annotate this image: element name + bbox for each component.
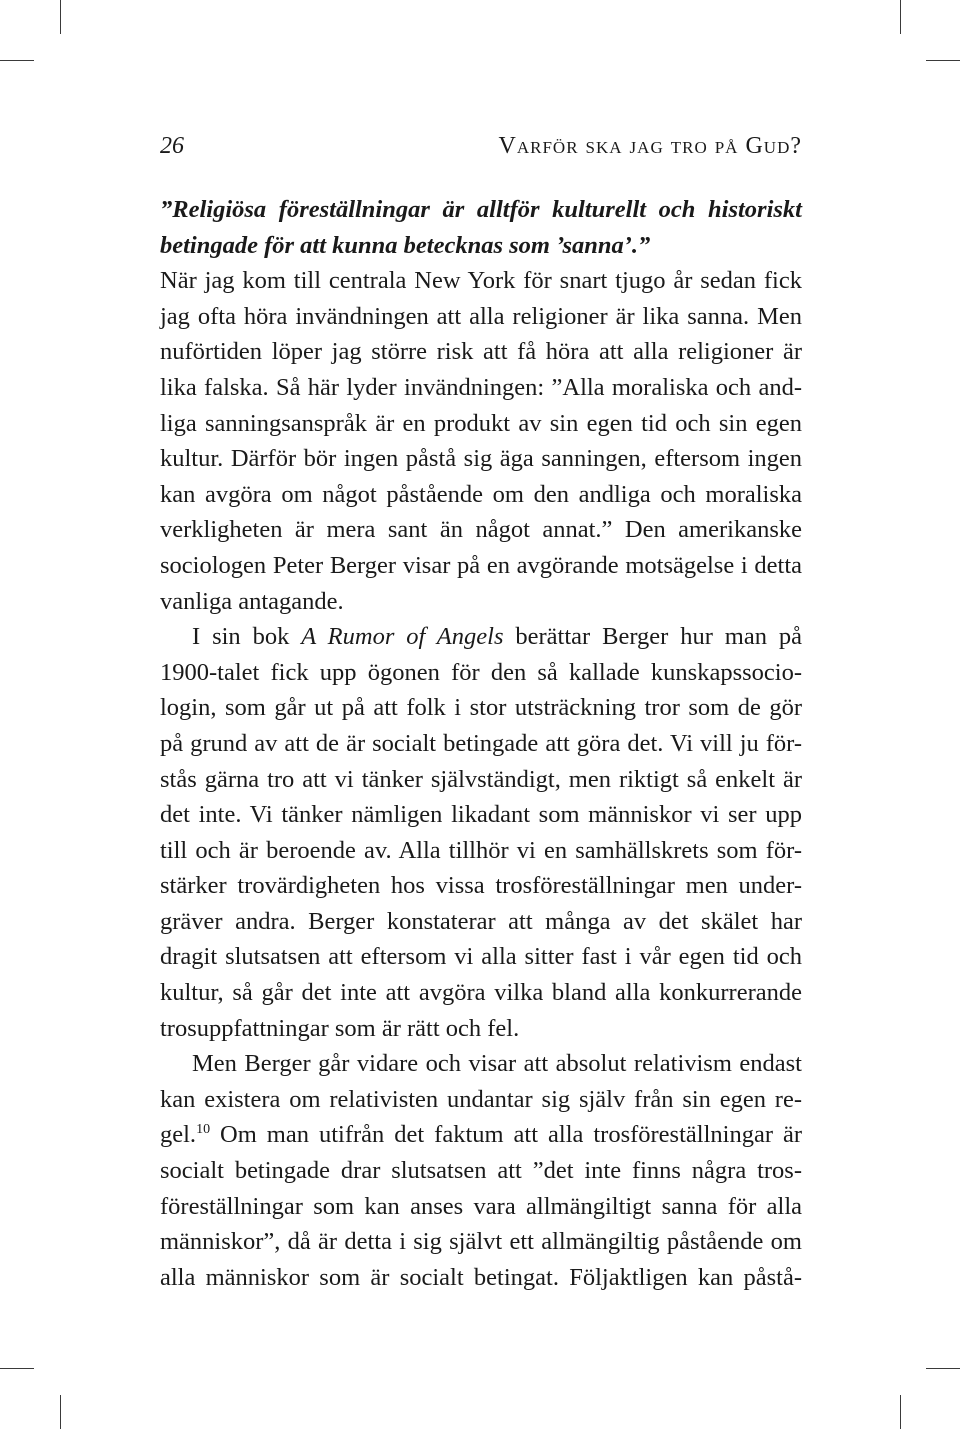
running-head: Varför ska jag tro på Gud? xyxy=(498,133,802,159)
text-line: liga sanningsanspråk är en produkt av sin egen tid och sin egen xyxy=(160,409,802,437)
text-segment: gel. xyxy=(160,1121,197,1149)
text-line xyxy=(160,1117,802,1153)
text-line: verkligheten är mera sant än något annat.” Den amerikanske xyxy=(160,516,802,544)
text-line: till och är beroende av. Alla tillhör vi en samhällskrets som för- xyxy=(160,836,802,864)
text-line: stås gärna tro att vi tänker självständigt, men riktigt så enkelt är xyxy=(160,765,802,793)
text-line: socialt betingade drar slutsatsen att ”det inte finns några tros- xyxy=(160,1157,802,1185)
crop-mark-top-right xyxy=(900,0,901,34)
text-line: nuförtiden löper jag större risk att få höra att alla religioner är xyxy=(160,338,802,366)
footnote-reference[interactable]: 10 xyxy=(196,1122,211,1138)
text-line: jag ofta höra invändningen att alla religioner är lika sanna. Men xyxy=(160,302,802,330)
crop-mark-top-left xyxy=(60,0,61,34)
paragraph xyxy=(160,1046,802,1295)
text-line: föreställningar som kan anses vara allmängiltigt sanna för alla xyxy=(160,1192,802,1220)
crop-mark-left-top xyxy=(0,60,34,61)
text-line: trosuppfattningar som är rätt och fel. xyxy=(160,1014,520,1042)
text-line: lika falska. Så här lyder invändningen: ”Alla moraliska och and- xyxy=(160,373,802,401)
paragraph xyxy=(160,263,802,619)
text-line: kultur, så går det inte att avgöra vilka bland alla konkurrerande xyxy=(160,979,802,1007)
paragraph xyxy=(160,619,802,1046)
text-line: När jag kom till centrala New York för snart tjugo år sedan fick xyxy=(160,267,802,295)
text-line: vanliga antagande. xyxy=(160,587,344,615)
text-line: Men Berger går vidare och visar att absolut relativism endast xyxy=(192,1050,802,1078)
crop-mark-left-bottom xyxy=(0,1368,34,1369)
crop-mark-bottom-right xyxy=(900,1395,901,1429)
text-line: alla människor som är socialt betingat. Följaktligen kan påstå- xyxy=(160,1263,802,1291)
text-line: kultur. Därför bör ingen påstå sig äga sanningen, eftersom ingen xyxy=(160,445,802,473)
text-segment: I sin bok xyxy=(192,623,302,651)
text-line xyxy=(160,619,802,655)
text-line: stärker trovärdigheten hos vissa trosföreställningar men under- xyxy=(160,872,802,900)
text-line: gräver andra. Berger konstaterar att många av det skälet har xyxy=(160,907,802,935)
page-number: 26 xyxy=(160,133,184,159)
text-line: dragit slutsatsen att eftersom vi alla sitter fast i vår egen tid och xyxy=(160,943,802,971)
text-line: på grund av att de är socialt betingade att göra det. Vi vill ju för- xyxy=(160,729,802,757)
text-segment: berättar Berger hur man på xyxy=(503,623,803,651)
crop-mark-right-bottom xyxy=(926,1368,960,1369)
text-line: sociologen Peter Berger visar på en avgörande motsägelse i detta xyxy=(160,551,802,579)
crop-mark-right-top xyxy=(926,60,960,61)
section-heading-line: betingade för att kunna betecknas som ’sanna’.” xyxy=(160,231,651,259)
section-heading-line: ”Religiösa föreställningar är alltför kulturellt och historiskt xyxy=(160,196,802,223)
book-title: A Rumor of Angels xyxy=(301,623,504,651)
text-line: kan existera om relativisten undantar sig själv från sin egen re- xyxy=(160,1085,802,1113)
text-line: login, som går ut på att folk i stor utsträckning tror som de gör xyxy=(160,694,802,722)
text-line: 1900-talet fick upp ögonen för den så kallade kunskapssocio- xyxy=(160,658,802,686)
crop-mark-bottom-left xyxy=(60,1395,61,1429)
text-line: människor”, då är detta i sig självt ett allmängiltig påstående om xyxy=(160,1228,802,1256)
text-segment: Om man utifrån det faktum att alla trosföreställningar är xyxy=(210,1121,802,1149)
text-line: kan avgöra om något påstående om den andliga och moraliska xyxy=(160,480,802,508)
text-line: det inte. Vi tänker nämligen likadant som människor vi ser upp xyxy=(160,801,802,829)
body-text xyxy=(160,192,802,1295)
